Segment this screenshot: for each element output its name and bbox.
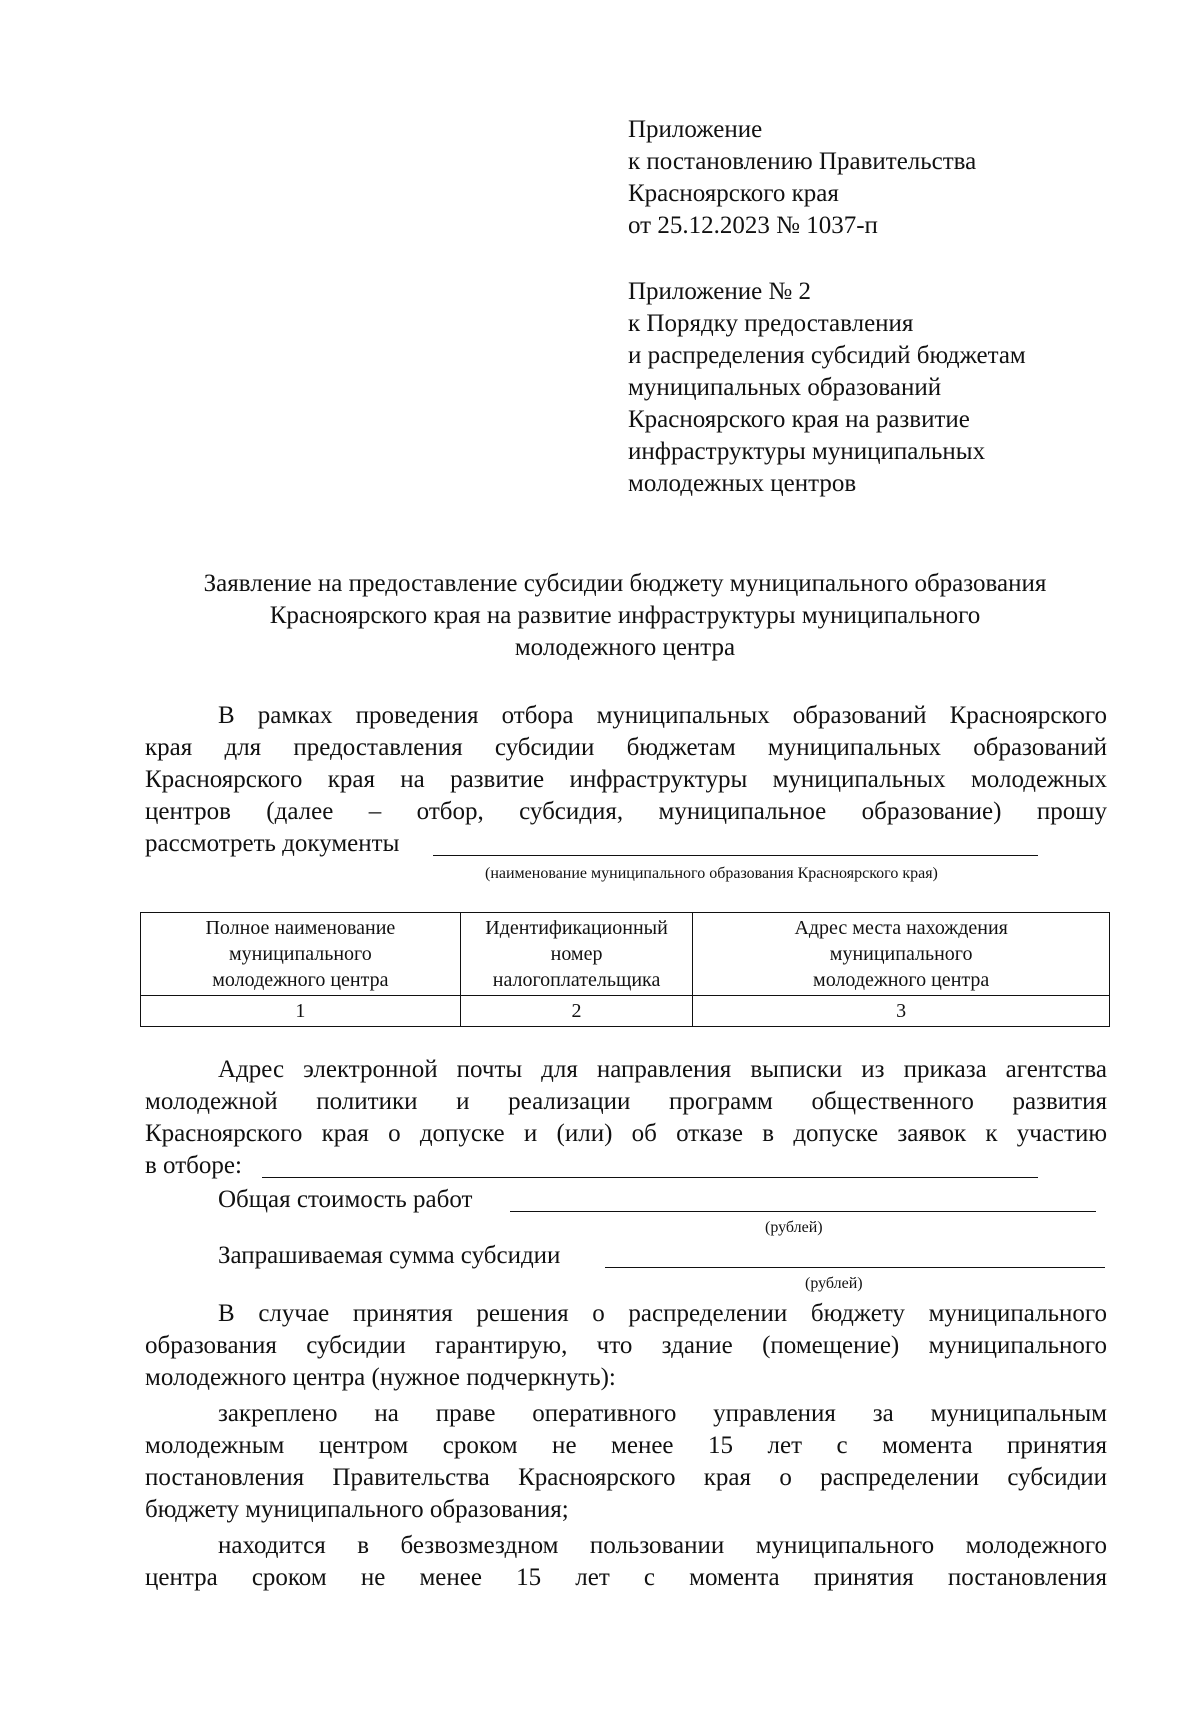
annex2-line: молодежных центров (628, 470, 857, 497)
option1-line-1[interactable]: закреплено на праве оперативного управления за муниципальным (218, 1400, 1107, 1427)
title-line: молодежного центра (514, 634, 736, 661)
intro-line-5-label: рассмотреть документы (145, 830, 400, 857)
header-inn: Идентификационный номер налогоплательщика (460, 913, 693, 996)
option1-line-2[interactable]: молодежным центром сроком не менее 15 лет с момента принятия (145, 1432, 1107, 1459)
header-full-name: Полное наименование муниципального молодежного центра (141, 913, 461, 996)
center-info-table (140, 912, 1110, 1027)
email-field[interactable] (262, 1177, 1038, 1178)
annex2-line: к Порядку предоставления (628, 310, 914, 337)
total-cost-label: Общая стоимость работ (218, 1186, 473, 1213)
annex2-line: инфраструктуры муниципальных (628, 438, 986, 465)
intro-line-1: В рамках проведения отбора муниципальных образований Красноярского (218, 702, 1107, 729)
email-line-2: молодежной политики и реализации программ общественного развития (145, 1088, 1107, 1115)
email-line-4-label: в отборе: (145, 1152, 242, 1179)
option1-line-3[interactable]: постановления Правительства Красноярского края о распределении субсидии (145, 1464, 1107, 1491)
subsidy-amount-field[interactable] (605, 1267, 1105, 1268)
header-address: Адрес места нахождения муниципального молодежного центра (693, 913, 1110, 996)
total-cost-field[interactable] (510, 1211, 1096, 1212)
annex1-line: Красноярского края (628, 180, 839, 207)
option1-line-4[interactable]: бюджету муниципального образования; (145, 1496, 569, 1523)
document-title (140, 568, 1110, 664)
intro-line-2: края для предоставления субсидии бюджетам муниципальных образований (145, 734, 1107, 761)
municipality-name-caption: (наименование муниципального образования Красноярского края) (485, 865, 938, 882)
intro-line-4: центров (далее – отбор, субсидия, муниципальное образование) прошу (145, 798, 1107, 825)
annex-header-procedure (628, 276, 1026, 500)
table-header-row (141, 913, 1110, 996)
decision-line-2: образования субсидии гарантирую, что здание (помещение) муниципального (145, 1332, 1107, 1359)
option2-line-1[interactable]: находится в безвозмездном пользовании муниципального молодежного (218, 1532, 1107, 1559)
option2-line-2[interactable]: центра сроком не менее 15 лет с момента принятия постановления (145, 1564, 1107, 1591)
municipality-name-field[interactable] (433, 855, 1038, 856)
table-row (141, 996, 1110, 1027)
annex1-line: Приложение (628, 116, 763, 143)
annex2-line: Красноярского края на развитие (628, 406, 970, 433)
subsidy-amount-caption: (рублей) (805, 1275, 863, 1292)
annex2-line: и распределения субсидий бюджетам (628, 342, 1026, 369)
total-cost-caption: (рублей) (765, 1219, 823, 1236)
decision-line-3: молодежного центра (нужное подчеркнуть): (145, 1364, 616, 1391)
column-number[interactable]: 2 (460, 996, 693, 1027)
annex1-line: к постановлению Правительства (628, 148, 977, 175)
title-line: Заявление на предоставление субсидии бюджету муниципального образования (203, 570, 1047, 597)
annex1-line: от 25.12.2023 № 1037-п (628, 212, 878, 239)
title-line: Красноярского края на развитие инфраструктуры муниципального (269, 602, 981, 629)
annex2-line: муниципальных образований (628, 374, 942, 401)
intro-line-3: Красноярского края на развитие инфраструктуры муниципальных молодежных (145, 766, 1107, 793)
email-line-3: Красноярского края о допуске и (или) об отказе в допуске заявок к участию (145, 1120, 1107, 1147)
annex2-line: Приложение № 2 (628, 278, 812, 305)
column-number[interactable]: 3 (693, 996, 1110, 1027)
column-number[interactable]: 1 (141, 996, 461, 1027)
annex-header-resolution (628, 114, 976, 242)
decision-line-1: В случае принятия решения о распределении бюджету муниципального (218, 1300, 1107, 1327)
subsidy-amount-label: Запрашиваемая сумма субсидии (218, 1242, 561, 1269)
email-line-1: Адрес электронной почты для направления выписки из приказа агентства (218, 1056, 1107, 1083)
